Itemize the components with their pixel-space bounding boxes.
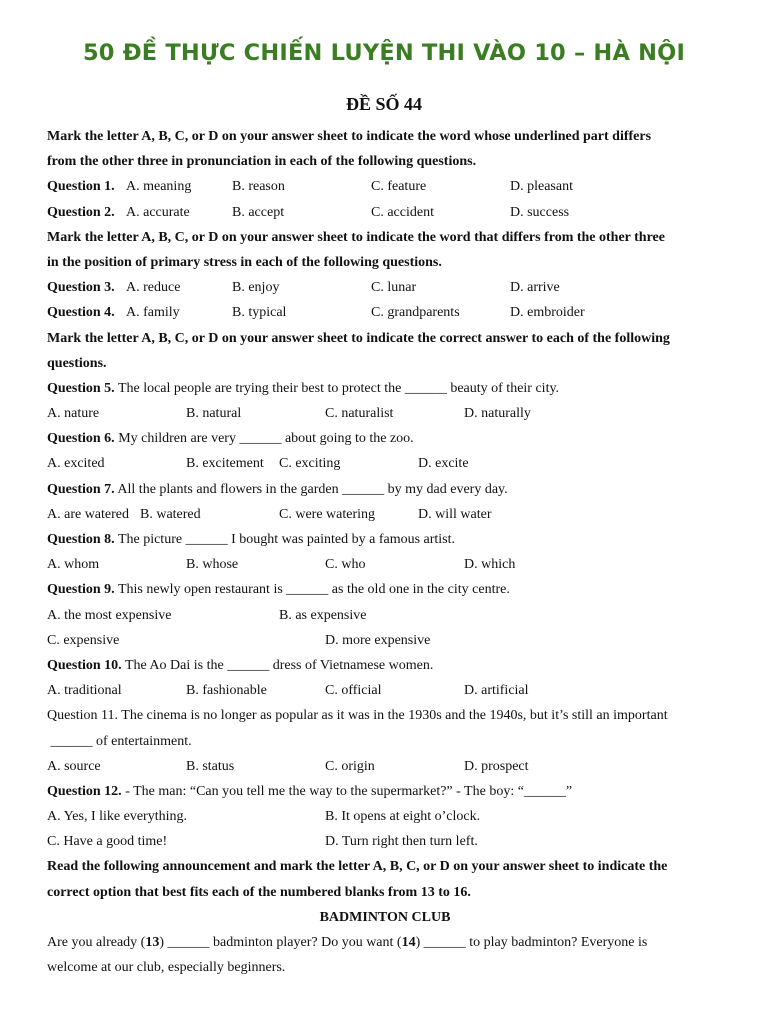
option-a: A. the most expensive (47, 607, 172, 623)
passage-line-2: welcome at our club, especially beginners. (47, 960, 286, 976)
question-12-options-1 (47, 804, 723, 829)
option-c: C. lunar (371, 280, 417, 296)
option-d: D. more expensive (325, 632, 431, 648)
question-label: Question 7. (47, 481, 115, 497)
option-b: B. fashionable (186, 683, 267, 699)
question-4 (47, 300, 723, 325)
option-b: B. watered (140, 506, 201, 522)
option-a: A. whom (47, 557, 100, 573)
option-a: A. excited (47, 456, 105, 472)
question-3 (47, 275, 723, 300)
option-c: C. Have a good time! (47, 834, 168, 850)
option-c: C. who (325, 557, 366, 573)
option-b: B. accept (232, 204, 285, 220)
question-6 (47, 426, 723, 451)
option-d: D. embroider (510, 305, 585, 321)
instruction-pronunciation-2: from the other three in pronunciation in each of the following questions. (47, 154, 477, 170)
passage-line-1 (47, 930, 723, 955)
question-10 (47, 653, 723, 678)
instruction-stress-2: in the position of primary stress in each of the following questions. (47, 254, 442, 270)
instruction-stress-1: Mark the letter A, B, C, or D on your answer sheet to indicate the word that differs from the other three (47, 229, 665, 245)
instruction-correct-2: questions. (47, 355, 107, 371)
question-text: The Ao Dai is the ______ dress of Vietnamese women. (124, 657, 434, 673)
option-b: B. status (186, 758, 235, 774)
option-d: D. pleasant (510, 179, 573, 195)
question-label: Question 2. (47, 204, 115, 220)
question-9-options-1 (47, 603, 723, 628)
question-text: All the plants and flowers in the garden ______ by my dad every day. (117, 481, 508, 497)
question-label: Question 4. (47, 305, 115, 321)
question-8 (47, 527, 723, 552)
option-c: C. naturalist (325, 406, 394, 422)
question-label: Question 9. (47, 582, 115, 598)
passage-text: ) ______ to play badminton? Everyone is (415, 935, 648, 950)
option-a: A. family (126, 305, 180, 321)
question-label: Question 1. (47, 179, 115, 195)
question-8-options (47, 552, 723, 577)
question-label: Question 6. (47, 431, 115, 447)
option-d: D. will water (418, 506, 492, 522)
instruction-correct-1: Mark the letter A, B, C, or D on your answer sheet to indicate the correct answer to each of the following (47, 330, 670, 346)
option-c: C. exciting (279, 456, 341, 472)
instruction-reading-1: Read the following announcement and mark the letter A, B, C, or D on your answer sheet to indicate the (47, 859, 668, 875)
option-b: B. typical (232, 305, 287, 321)
question-10-options (47, 678, 723, 703)
option-d: D. Turn right then turn left. (325, 834, 478, 850)
question-text: The local people are trying their best to protect the ______ beauty of their city. (117, 380, 560, 396)
option-b: B. enjoy (232, 280, 280, 296)
question-1 (47, 174, 723, 199)
instruction-reading-2: correct option that best fits each of the numbered blanks from 13 to 16. (47, 884, 471, 900)
question-11-options (47, 754, 723, 779)
option-a: A. are watered (47, 506, 130, 522)
option-b: B. reason (232, 179, 285, 195)
option-d: D. which (464, 557, 516, 573)
instruction-pronunciation-1: Mark the letter A, B, C, or D on your answer sheet to indicate the word whose underlined part differs (47, 129, 652, 144)
option-c: C. feature (371, 179, 427, 195)
option-a: A. traditional (47, 683, 122, 699)
option-a: A. Yes, I like everything. (47, 809, 187, 825)
question-5-options (47, 401, 723, 426)
option-c: C. were watering (279, 506, 376, 522)
option-d: D. success (510, 204, 570, 220)
question-text: The picture ______ I bought was painted by a famous artist. (117, 532, 456, 547)
question-label: Question 12. (47, 783, 122, 799)
option-a: A. source (47, 758, 101, 774)
question-label: Question 3. (47, 280, 115, 296)
option-a: A. meaning (126, 179, 192, 195)
option-c: C. expensive (47, 632, 120, 648)
question-2 (47, 200, 723, 225)
option-a: A. reduce (126, 280, 181, 296)
option-a: A. accurate (126, 204, 190, 220)
exam-content (47, 124, 723, 980)
option-b: B. It opens at eight o’clock. (325, 809, 481, 825)
option-b: B. excitement (186, 456, 264, 472)
option-a: A. nature (47, 406, 100, 422)
option-d: D. prospect (464, 758, 529, 774)
option-d: D. arrive (510, 280, 560, 296)
question-9-options-2 (47, 628, 723, 653)
question-12-options-2 (47, 829, 723, 854)
question-11: Question 11. The cinema is no longer as popular as it was in the 1930s and the 1940s, but it’s still an important (47, 708, 668, 724)
question-label: Question 8. (47, 532, 115, 547)
option-c: C. origin (325, 758, 375, 774)
question-label: Question 10. (47, 657, 122, 673)
question-7 (47, 477, 723, 502)
question-text: This newly open restaurant is ______ as the old one in the city centre. (117, 582, 510, 598)
passage-text: Are you already ( (47, 935, 146, 950)
question-text: My children are very ______ about going to the zoo. (118, 431, 414, 447)
option-c: C. grandparents (371, 305, 460, 321)
option-d: D. naturally (464, 406, 531, 422)
option-b: B. natural (186, 406, 242, 422)
passage-text: ) ______ badminton player? Do you want ( (159, 935, 402, 950)
page-title: 50 ĐỀ THỰC CHIẾN LUYỆN THI VÀO 10 – HÀ NỘI (82, 40, 686, 66)
option-d: D. artificial (464, 683, 529, 699)
question-6-options (47, 451, 723, 476)
passage-title: BADMINTON CLUB (319, 909, 451, 925)
option-b: B. as expensive (279, 607, 367, 623)
question-5 (47, 376, 723, 401)
blank-number: 14 (401, 935, 416, 950)
question-text: - The man: “Can you tell me the way to the supermarket?” - The boy: “______” (125, 783, 573, 799)
question-12 (47, 779, 723, 804)
question-7-options (47, 502, 723, 527)
option-b: B. whose (186, 557, 239, 573)
exam-number: ĐỀ SỐ 44 (345, 94, 423, 114)
question-label: Question 5. (47, 380, 115, 396)
question-9 (47, 577, 723, 602)
blank-number: 13 (145, 935, 160, 950)
option-d: D. excite (418, 456, 469, 472)
option-c: C. official (325, 683, 382, 699)
question-11-continued: ______ of entertainment. (47, 733, 192, 749)
option-c: C. accident (371, 204, 434, 220)
